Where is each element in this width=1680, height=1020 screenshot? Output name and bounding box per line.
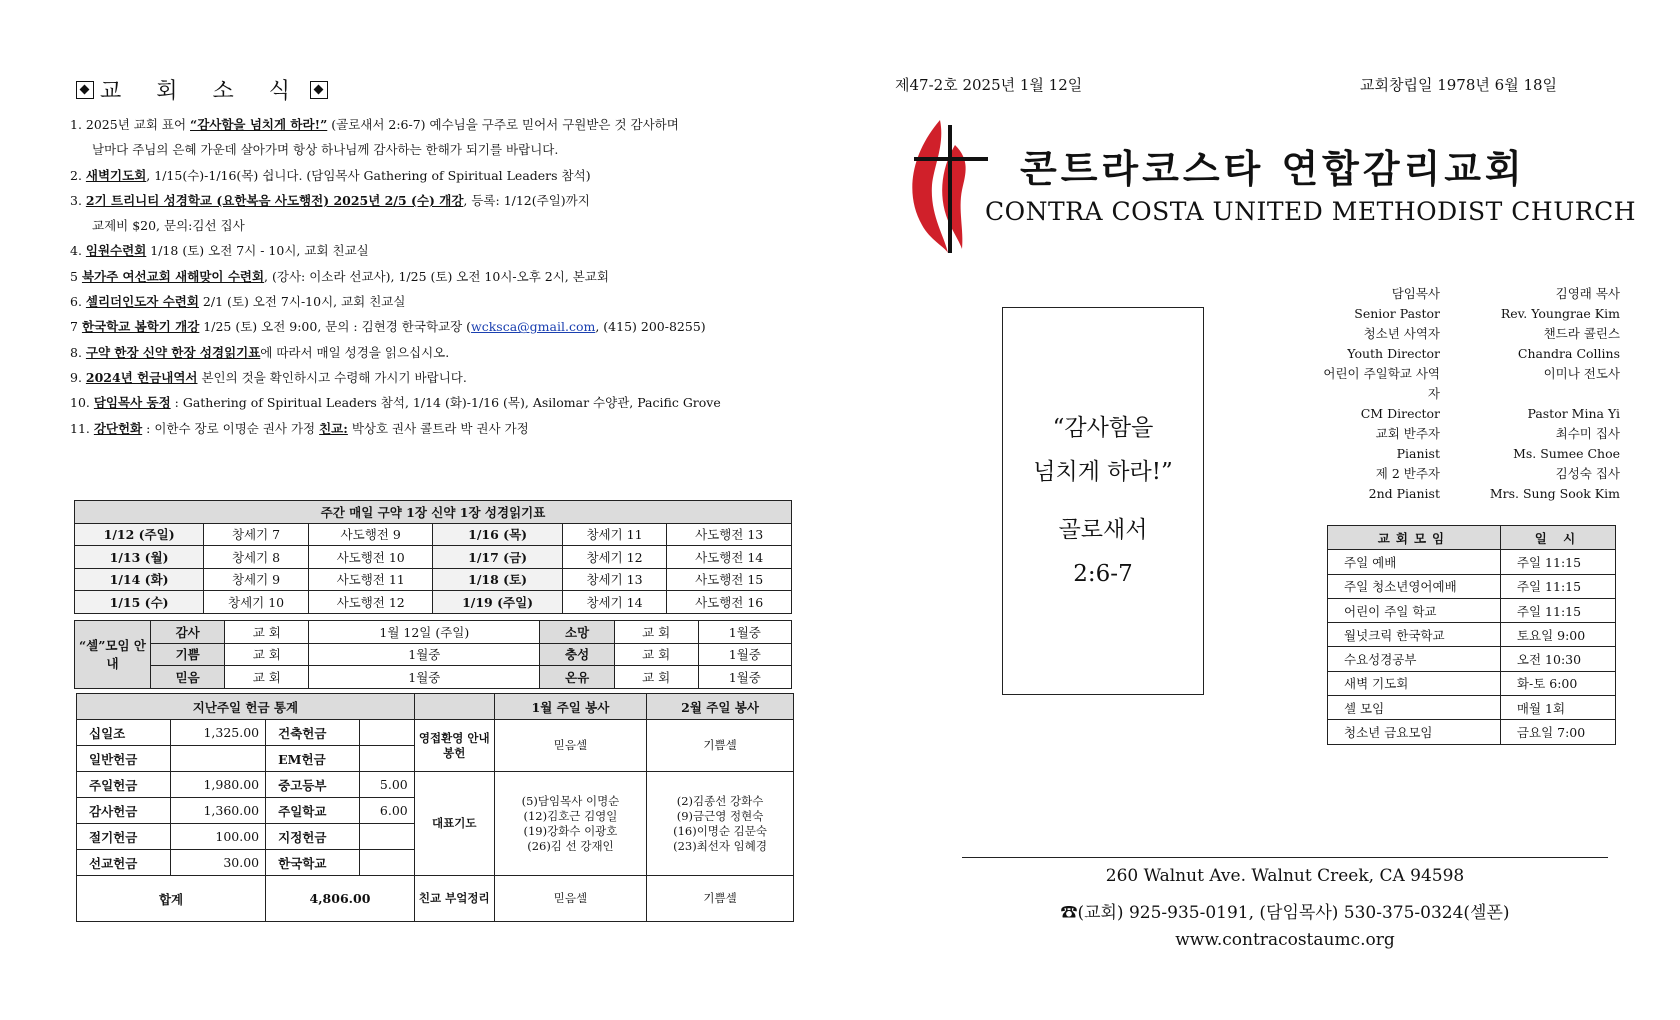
news-item-number: 4. [70, 243, 86, 259]
reading-chapter: 창세기 9 [204, 568, 309, 591]
offering-row [77, 772, 794, 798]
staff-role: Youth Director [1347, 346, 1440, 361]
news-item [70, 238, 800, 263]
cell-group-name: 기쁨 [151, 643, 225, 666]
reading-row [75, 568, 792, 591]
jan-service: 믿음셀 [494, 720, 646, 772]
news-item-heading: 친교: [319, 420, 348, 436]
reading-chapter: 창세기 10 [204, 591, 309, 614]
news-item-heading: 새벽기도회 [85, 167, 147, 183]
staff-name: 김영래 목사 [1555, 286, 1620, 301]
staff-name: 챈드라 콜린스 [1543, 326, 1620, 341]
offering-amount: 1,325.00 [170, 720, 266, 746]
news-item-number: 2. [70, 167, 86, 183]
phone: ☎(교회) 925-935-0191, (담임목사) 530-375-0324(셀폰) [1060, 903, 1510, 923]
news-item-text: : Gathering of Spiritual Leaders 참석, 1/14 (화)-1/16 (목), Asilomar 수양관, Pacific Grove [170, 395, 721, 411]
staff-name: 이미나 전도사 [1543, 366, 1620, 381]
cell-value: 1월중 [309, 643, 540, 666]
news-item-heading: 구약 한장 신약 한장 성경읽기표 [85, 344, 261, 360]
jan-service: (5)담임목사 이명순 (12)김호근 김영일 (19)강화수 이광호 (26)김 선 강재인 [494, 772, 646, 876]
cell-value: 1월중 [309, 666, 540, 689]
meeting-row [1328, 647, 1616, 671]
news-item-text: 1/18 (토) 오전 7시 - 10시, 교회 친교실 [146, 243, 369, 259]
news-item [70, 416, 800, 441]
news-item-heading: 담임목사 동정 [93, 395, 171, 411]
reading-table [74, 500, 792, 614]
offering-total: 4,806.00 [266, 876, 415, 922]
offering-total-label: 합계 [77, 876, 266, 922]
reading-chapter: 창세기 14 [562, 591, 667, 614]
meeting-time: 매월 1회 [1500, 696, 1615, 720]
news-item [70, 340, 800, 365]
news-item-heading: 2기 트리니티 성경학교 (요한복음 사도행전) 2025년 2/5 (수) 개강 [85, 192, 464, 208]
staff-name: Ms. Sumee Choe [1513, 446, 1620, 461]
reading-chapter: 창세기 13 [562, 568, 667, 591]
verse-reference-number: 2:6-7 [1073, 561, 1133, 587]
meeting-row [1328, 720, 1616, 744]
reading-date: 1/18 (토) [433, 568, 562, 591]
news-item [70, 112, 800, 137]
news-item-text: , 등록: 1/12(주일)까지 [463, 192, 590, 208]
reading-date: 1/15 (수) [75, 591, 204, 614]
reading-row [75, 591, 792, 614]
news-item-number: 5 [70, 268, 82, 284]
news-item-number: 10. [70, 395, 94, 411]
news-item-text: 날마다 주님의 은혜 가운데 살아가며 항상 하나님께 감사하는 한해가 되기를 바랍니다. [92, 142, 559, 158]
offering-amount: 6.00 [359, 798, 414, 824]
offering-label: 건축헌금 [266, 720, 360, 746]
jan-service: 믿음셀 [494, 876, 646, 922]
offering-blank [414, 694, 494, 720]
news-item-heading: 북가주 여선교회 새해맞이 수련회 [81, 268, 265, 284]
offering-amount [359, 746, 414, 772]
news-item-text: , (415) 200-8255) [595, 319, 706, 335]
offering-total-row [77, 876, 794, 922]
news-item-text: (골로새서 2:6-7) 예수님을 구주로 믿어서 구원받은 것 감사하며 [327, 117, 679, 132]
cross-flame-logo-icon [900, 115, 992, 255]
staff-row [1320, 324, 1620, 344]
staff-name: Mrs. Sung Sook Kim [1489, 486, 1620, 501]
reading-row [75, 546, 792, 569]
reading-date: 1/19 (주일) [433, 591, 562, 614]
staff-row [1320, 404, 1620, 424]
offering-title: 지난주일 헌금 통계 [77, 694, 415, 720]
news-item-text: 2/1 (토) 오전 7시-10시, 교회 친교실 [198, 294, 406, 310]
news-item-text: 1/25 (토) 오전 9:00, 문의 : 김현경 한국학교장 ( [199, 319, 472, 335]
news-item-text: , (강사: 이소라 선교사), 1/25 (토) 오전 10시-오후 2시, 본교회 [264, 268, 609, 284]
cell-table [74, 620, 792, 689]
reading-date: 1/12 (주일) [75, 523, 204, 546]
news-item-heading: 강단헌화 [93, 420, 143, 436]
reading-row [75, 523, 792, 546]
reading-chapter: 사도행전 12 [308, 591, 433, 614]
news-item [70, 289, 800, 314]
staff-role: Pianist [1396, 446, 1440, 461]
reading-date: 1/14 (화) [75, 568, 204, 591]
diamond-icon [76, 81, 94, 99]
offering-amount [359, 824, 414, 850]
staff-role: Senior Pastor [1354, 306, 1440, 321]
meeting-row [1328, 623, 1616, 647]
offering-label: 감사헌금 [77, 798, 171, 824]
cell-value: 1월 12일 (주일) [309, 621, 540, 644]
staff-row [1320, 304, 1620, 324]
news-item-number: 11. [70, 420, 94, 436]
meeting-time: 오전 10:30 [1500, 647, 1615, 671]
meetings-header-time: 일 시 [1500, 526, 1615, 550]
cell-group-name: 소망 [540, 621, 614, 644]
news-item [70, 314, 800, 339]
news-item [70, 137, 800, 162]
staff-role: CM Director [1360, 406, 1440, 421]
offering-label: EM헌금 [266, 746, 360, 772]
news-title-text: 교 회 소 식 [100, 79, 304, 104]
staff-name: 최수미 집사 [1555, 426, 1620, 441]
reading-chapter: 사도행전 14 [667, 546, 792, 569]
cell-row [75, 643, 792, 666]
feb-service: 기쁨셀 [647, 876, 794, 922]
reading-date: 1/17 (금) [433, 546, 562, 569]
offering-table [76, 693, 794, 922]
offering-label: 주일학교 [266, 798, 360, 824]
cell-value: 1월중 [698, 621, 791, 644]
staff-row [1320, 444, 1620, 464]
meetings-header-name: 교회모임 [1328, 526, 1501, 550]
cell-value: 1월중 [698, 643, 791, 666]
reading-date: 1/13 (월) [75, 546, 204, 569]
offering-label: 선교헌금 [77, 850, 171, 876]
reading-chapter: 창세기 11 [562, 523, 667, 546]
news-item-heading: 셀리더인도자 수련회 [85, 294, 199, 310]
jan-service-title: 1월 주일 봉사 [494, 694, 646, 720]
reading-date: 1/16 (목) [433, 523, 562, 546]
email-link[interactable]: wcksca@gmail.com [471, 319, 596, 335]
staff-role: 제 2 반주자 [1375, 466, 1440, 481]
news-item-heading: 2024년 헌금내역서 [85, 369, 198, 385]
news-item-text: : 이한수 장로 이명순 권사 가정 [142, 420, 320, 436]
meeting-name: 어린이 주일 학교 [1328, 598, 1501, 622]
news-item [70, 365, 800, 390]
feb-service-title: 2월 주일 봉사 [647, 694, 794, 720]
offering-row [77, 720, 794, 746]
meeting-name: 주일 청소년영어예배 [1328, 574, 1501, 598]
offering-amount: 1,980.00 [170, 772, 266, 798]
verse-line: 넘치게 하라!” [1033, 459, 1173, 485]
offering-label: 중고등부 [266, 772, 360, 798]
feb-service: (2)김종선 강화수 (9)금근영 정현숙 (16)이명순 김문숙 (23)최선자 임혜경 [647, 772, 794, 876]
news-item [70, 264, 800, 289]
meeting-row [1328, 550, 1616, 574]
meeting-time: 주일 11:15 [1500, 598, 1615, 622]
meeting-row [1328, 598, 1616, 622]
staff-row [1320, 484, 1620, 504]
reading-chapter: 창세기 12 [562, 546, 667, 569]
staff-row [1320, 424, 1620, 444]
reading-title: 주간 매일 구약 1장 신약 1장 성경읽기표 [75, 501, 792, 524]
news-item [70, 213, 800, 238]
offering-label: 절기헌금 [77, 824, 171, 850]
service-label: 영접환영 안내봉헌 [414, 720, 494, 772]
news-item-number: 9. [70, 369, 86, 385]
cell-group-name: 충성 [540, 643, 614, 666]
staff-row [1320, 364, 1620, 404]
issue-date: 제47-2호 2025년 1월 12일 [895, 76, 1083, 94]
staff-role: 어린이 주일학교 사역자 [1323, 366, 1440, 401]
staff-row [1320, 464, 1620, 484]
cell-value: 교 회 [614, 621, 698, 644]
news-list [70, 112, 800, 441]
church-name-korean: 콘트라코스타 연합감리교회 [1020, 147, 1526, 191]
news-item-number: 3. [70, 192, 86, 208]
staff-name: Rev. Youngrae Kim [1500, 306, 1620, 321]
offering-amount: 100.00 [170, 824, 266, 850]
reading-chapter: 창세기 7 [204, 523, 309, 546]
meeting-row [1328, 671, 1616, 695]
website-link[interactable]: www.contracostaumc.org [1175, 930, 1395, 950]
news-item-heading: 한국학교 봄학기 개강 [81, 319, 200, 335]
feb-service: 기쁨셀 [647, 720, 794, 772]
offering-amount: 1,360.00 [170, 798, 266, 824]
news-item-text: 에 따라서 매일 성경을 읽으십시오. [260, 344, 450, 360]
service-label: 대표기도 [414, 772, 494, 876]
reading-chapter: 사도행전 13 [667, 523, 792, 546]
reading-chapter: 사도행전 11 [308, 568, 433, 591]
cell-value: 교 회 [614, 643, 698, 666]
staff-name: 김성숙 집사 [1555, 466, 1620, 481]
staff-name: Chandra Collins [1517, 346, 1620, 361]
cell-value: 1월중 [698, 666, 791, 689]
cell-value: 교 회 [225, 666, 309, 689]
verse-line: “감사함을 [1052, 415, 1154, 441]
cell-row [75, 666, 792, 689]
cell-group-name: 감사 [151, 621, 225, 644]
news-item-number: 6. [70, 294, 86, 310]
staff-row [1320, 284, 1620, 304]
church-name-english: CONTRA COSTA UNITED METHODIST CHURCH [985, 197, 1637, 226]
news-item-number: 1. 2025년 교회 표어 [70, 117, 191, 132]
meeting-name: 청소년 금요모임 [1328, 720, 1501, 744]
cell-group-name: 믿음 [151, 666, 225, 689]
news-item [70, 188, 800, 213]
diamond-icon [310, 81, 328, 99]
cell-label: “셀”모임 안내 [75, 621, 151, 689]
meeting-name: 셀 모임 [1328, 696, 1501, 720]
offering-amount [359, 720, 414, 746]
reading-chapter: 사도행전 15 [667, 568, 792, 591]
cell-row [75, 621, 792, 644]
offering-amount [359, 850, 414, 876]
reading-chapter: 창세기 8 [204, 546, 309, 569]
news-item-heading: “감사함을 넘치게 하라!” [190, 117, 328, 132]
news-item-text: 박상호 권사 콜트라 박 권사 가정 [347, 420, 529, 436]
offering-label: 한국학교 [266, 850, 360, 876]
news-item-number: 8. [70, 344, 86, 360]
news-item-number: 7 [70, 319, 82, 335]
news-title [70, 74, 334, 105]
staff-role: 교회 반주자 [1375, 426, 1440, 441]
staff-role: 청소년 사역자 [1363, 326, 1440, 341]
news-item-text: 교제비 $20, 문의:김선 집사 [92, 218, 245, 234]
service-label: 친교 부엌정리 [414, 876, 494, 922]
meeting-name: 주일 예배 [1328, 550, 1501, 574]
meeting-time: 토요일 9:00 [1500, 623, 1615, 647]
meeting-time: 화-토 6:00 [1500, 671, 1615, 695]
meeting-time: 주일 11:15 [1500, 574, 1615, 598]
offering-amount: 5.00 [359, 772, 414, 798]
news-item-text: , 1/15(수)-1/16(목) 쉽니다. (담임목사 Gathering of Spiritual Leaders 참석) [146, 167, 591, 183]
verse-reference: 골로새서 [1058, 517, 1148, 543]
verse-box [1002, 307, 1204, 695]
meeting-name: 수요성경공부 [1328, 647, 1501, 671]
divider [962, 857, 1608, 858]
meeting-row [1328, 696, 1616, 720]
offering-label: 일반헌금 [77, 746, 171, 772]
news-item-heading: 임원수련회 [85, 243, 147, 259]
meeting-name: 월넛크릭 한국학교 [1328, 623, 1501, 647]
meeting-time: 금요일 7:00 [1500, 720, 1615, 744]
cell-value: 교 회 [614, 666, 698, 689]
news-item [70, 163, 800, 188]
staff-list [1320, 284, 1620, 504]
meeting-row [1328, 574, 1616, 598]
news-item [70, 390, 800, 415]
reading-chapter: 사도행전 16 [667, 591, 792, 614]
offering-label: 십일조 [77, 720, 171, 746]
staff-name: Pastor Mina Yi [1527, 406, 1620, 421]
reading-chapter: 사도행전 10 [308, 546, 433, 569]
offering-header-row [77, 694, 794, 720]
staff-role: 2nd Pianist [1368, 486, 1440, 501]
offering-amount [170, 746, 266, 772]
meetings-table [1327, 525, 1616, 745]
offering-label: 지정헌금 [266, 824, 360, 850]
meeting-time: 주일 11:15 [1500, 550, 1615, 574]
cell-value: 교 회 [225, 621, 309, 644]
reading-chapter: 사도행전 9 [308, 523, 433, 546]
news-item-text: 본인의 것을 확인하시고 수령해 가시기 바랍니다. [197, 369, 467, 385]
staff-row [1320, 344, 1620, 364]
offering-amount: 30.00 [170, 850, 266, 876]
meeting-name: 새벽 기도회 [1328, 671, 1501, 695]
cell-group-name: 온유 [540, 666, 614, 689]
cell-value: 교 회 [225, 643, 309, 666]
offering-label: 주일헌금 [77, 772, 171, 798]
founded-date: 교회창립일 1978년 6월 18일 [1360, 76, 1558, 94]
address: 260 Walnut Ave. Walnut Creek, CA 94598 [1105, 866, 1465, 886]
staff-role: 담임목사 [1391, 286, 1440, 301]
